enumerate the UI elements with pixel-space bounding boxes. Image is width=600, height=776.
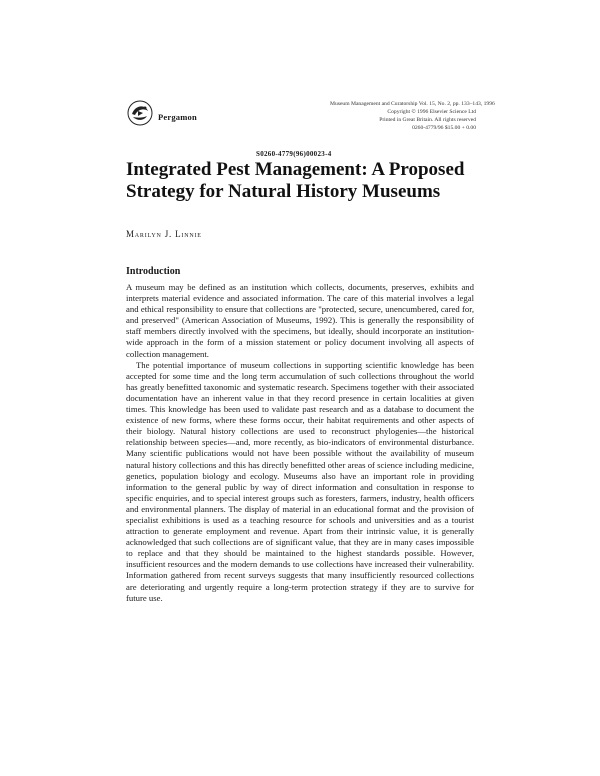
journal-line: Printed in Great Britain. All rights reserved: [379, 117, 476, 123]
journal-line: 0260-4779/96 $15.00 + 0.00: [412, 125, 476, 131]
section-heading-introduction: Introduction: [126, 266, 181, 277]
paragraph: A museum may be defined as an institution which collects, documents, preserves, exhibits and interprets material evidence and associated information. The care of this material involves a legal and ethical responsibility to ensure that collections are "protected, secure, unencumbered, cared for, and preserved" (American Association of Museums, 1992). This is generally the responsibility of staff members directly involved with the specimens, but ideally, should incorporate an institution-wide approach in the form of a mission statement or policy document involving all aspects of collection management.: [126, 282, 474, 359]
article-author: Marilyn J. Linnie: [126, 229, 202, 239]
introduction-body: [126, 282, 474, 604]
journal-line: Copyright © 1996 Elsevier Science Ltd: [387, 109, 476, 115]
paragraph: The potential importance of museum collections in supporting scientific knowledge has been accepted for some time and the long term accumulation of such collections throughout the world has greatly benefitted taxonomic and systematic research. Specimens together with their associated documentation have an inherent value in that they record presence in certain localities at given times. This knowledge has been used to validate past research and as a database to document the existence of new forms, where these forms occur, their habitat requirements and other aspects of their biology. Natural history collections are used to reconstruct phylogenies—the historical relationship between species—and, more recently, as bio-indicators of environmental disturbance. Many scientific publications would not have been possible without the availability of museum natural history collections and this has directly benefitted other areas of science including medicine, genetics, population biology and ecology. Museums also have an important role in providing information to the general public by way of direct information and consultation in response to specific enquiries, and to special interest groups such as foresters, farmers, industry, health officers and environmental planners. The display of material in an educational format and the provision of specialist exhibitions is used as a teaching resource for schools and universities and as a tourist attraction to generate employment and revenue. Apart from their intrinsic value, it is generally acknowledged that such collections are of significant value, that they are in many cases impossible to replace and that they should be maintained to the highest standards possible. However, insufficient resources and the modern demands to use collections have increased their vulnerability. Information gathered from recent surveys suggests that many insufficiently resourced collections are deteriorating and urgently require a long-term protection strategy if they are to survive for future use.: [126, 359, 474, 603]
pergamon-logo-icon: [126, 99, 154, 127]
journal-citation: [330, 100, 495, 132]
journal-line: Museum Management and Curatorship Vol. 15, No. 2, pp. 133–143, 1996: [330, 101, 495, 107]
article-doi: S0260-4779(96)00023-4: [256, 150, 332, 158]
publisher-name: Pergamon: [158, 112, 197, 122]
article-title: Integrated Pest Management: A Proposed Strategy for Natural History Museums: [126, 159, 465, 202]
